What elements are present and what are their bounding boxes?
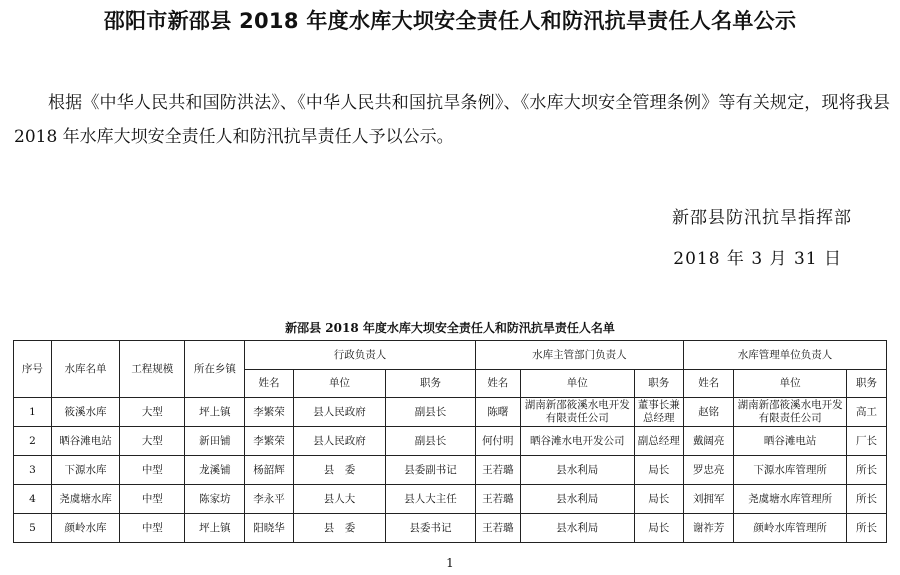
issue-date: 2018 年 3 月 31 日 (673, 249, 842, 269)
document-title: 邵阳市新邵县 2018 年度水库大坝安全责任人和防汛抗旱责任人名单公示 (103, 9, 797, 33)
cell-mgmt-unit: 颜岭水库管理所 (734, 514, 847, 543)
cell-mgmt-unit: 晒谷滩电站 (734, 427, 847, 456)
cell-mgmt-name: 刘拥军 (683, 485, 733, 514)
cell-scale: 中型 (120, 485, 185, 514)
cell-admin-unit: 县人民政府 (293, 427, 386, 456)
cell-mgmt-unit: 下源水库管理所 (734, 456, 847, 485)
intro-paragraph: 根据《中华人民共和国防洪法》、《中华人民共和国抗旱条例》、《水库大坝安全管理条例》等有关规定，现将我县 2018 年水库大坝安全责任人和防汛抗旱责任人予以公示。 (14, 93, 890, 147)
cell-dept-post: 局长 (634, 456, 683, 485)
cell-admin-name: 杨韶辉 (245, 456, 293, 485)
header-mgmt-group: 水库管理单位负责人 (683, 341, 886, 370)
header-seq: 序号 (14, 341, 52, 398)
cell-admin-unit: 县人民政府 (293, 398, 386, 427)
header-dept-unit: 单位 (520, 370, 634, 398)
header-dept-group: 水库主管部门负责人 (475, 341, 683, 370)
cell-mgmt-name: 戴阔亮 (683, 427, 733, 456)
cell-town: 龙溪铺 (185, 456, 245, 485)
cell-admin-post: 县委副书记 (386, 456, 475, 485)
cell-town: 新田铺 (185, 427, 245, 456)
responsibility-table (13, 340, 887, 543)
cell-dept-unit: 县水利局 (520, 485, 634, 514)
cell-seq: 3 (14, 456, 52, 485)
cell-seq: 4 (14, 485, 52, 514)
cell-mgmt-name: 谢祚芳 (683, 514, 733, 543)
cell-seq: 5 (14, 514, 52, 543)
cell-seq: 2 (14, 427, 52, 456)
cell-reservoir: 下源水库 (51, 456, 119, 485)
cell-admin-post: 县委书记 (386, 514, 475, 543)
cell-admin-name: 阳晓华 (245, 514, 293, 543)
cell-admin-post: 县人大主任 (386, 485, 475, 514)
page-number: 1 (446, 556, 454, 570)
cell-dept-name: 何付明 (475, 427, 520, 456)
header-admin-group: 行政负责人 (245, 341, 475, 370)
header-admin-name: 姓名 (245, 370, 293, 398)
header-mgmt-post: 职务 (846, 370, 886, 398)
cell-dept-post: 副总经理 (634, 427, 683, 456)
cell-admin-name: 李永平 (245, 485, 293, 514)
cell-mgmt-unit: 尧虞塘水库管理所 (734, 485, 847, 514)
cell-dept-unit: 县水利局 (520, 456, 634, 485)
cell-dept-unit: 晒谷滩水电开发公司 (520, 427, 634, 456)
cell-admin-name: 李繁荣 (245, 427, 293, 456)
cell-scale: 大型 (120, 398, 185, 427)
cell-town: 坪上镇 (185, 514, 245, 543)
cell-mgmt-unit: 湖南新邵筱溪水电开发有限责任公司 (734, 398, 847, 427)
cell-admin-unit: 县 委 (293, 456, 386, 485)
cell-dept-unit: 县水利局 (520, 514, 634, 543)
cell-seq: 1 (14, 398, 52, 427)
cell-dept-unit: 湖南新邵筱溪水电开发有限责任公司 (520, 398, 634, 427)
header-admin-post: 职务 (386, 370, 475, 398)
table-row (14, 427, 887, 456)
header-mgmt-name: 姓名 (683, 370, 733, 398)
table-row (14, 485, 887, 514)
header-scale: 工程规模 (120, 341, 185, 398)
cell-scale: 大型 (120, 427, 185, 456)
cell-dept-name: 王若璐 (475, 514, 520, 543)
cell-scale: 中型 (120, 514, 185, 543)
cell-mgmt-post: 所长 (846, 485, 886, 514)
cell-mgmt-post: 所长 (846, 514, 886, 543)
cell-dept-post: 董事长兼总经理 (634, 398, 683, 427)
cell-admin-name: 李繁荣 (245, 398, 293, 427)
cell-reservoir: 晒谷滩电站 (51, 427, 119, 456)
cell-admin-unit: 县 委 (293, 514, 386, 543)
cell-reservoir: 颜岭水库 (51, 514, 119, 543)
cell-mgmt-name: 赵铭 (683, 398, 733, 427)
cell-mgmt-post: 高工 (846, 398, 886, 427)
issuer-name: 新邵县防汛抗旱指挥部 (672, 208, 852, 228)
cell-scale: 中型 (120, 456, 185, 485)
cell-mgmt-post: 所长 (846, 456, 886, 485)
header-mgmt-unit: 单位 (734, 370, 847, 398)
header-admin-unit: 单位 (293, 370, 386, 398)
table-row (14, 456, 887, 485)
cell-dept-name: 王若璐 (475, 485, 520, 514)
cell-dept-name: 王若璐 (475, 456, 520, 485)
table-row (14, 398, 887, 427)
header-dept-name: 姓名 (475, 370, 520, 398)
cell-reservoir: 筱溪水库 (51, 398, 119, 427)
header-dept-post: 职务 (634, 370, 683, 398)
cell-mgmt-post: 厂长 (846, 427, 886, 456)
cell-admin-unit: 县人大 (293, 485, 386, 514)
cell-town: 陈家坊 (185, 485, 245, 514)
table-row (14, 514, 887, 543)
cell-reservoir: 尧虞塘水库 (51, 485, 119, 514)
cell-dept-post: 局长 (634, 514, 683, 543)
table-header-row-1 (14, 341, 887, 370)
cell-dept-name: 陈曙 (475, 398, 520, 427)
cell-admin-post: 副县长 (386, 398, 475, 427)
header-reservoir: 水库名单 (51, 341, 119, 398)
cell-town: 坪上镇 (185, 398, 245, 427)
header-town: 所在乡镇 (185, 341, 245, 398)
cell-dept-post: 局长 (634, 485, 683, 514)
table-title: 新邵县 2018 年度水库大坝安全责任人和防汛抗旱责任人名单 (285, 321, 615, 335)
cell-admin-post: 副县长 (386, 427, 475, 456)
cell-mgmt-name: 罗忠亮 (683, 456, 733, 485)
